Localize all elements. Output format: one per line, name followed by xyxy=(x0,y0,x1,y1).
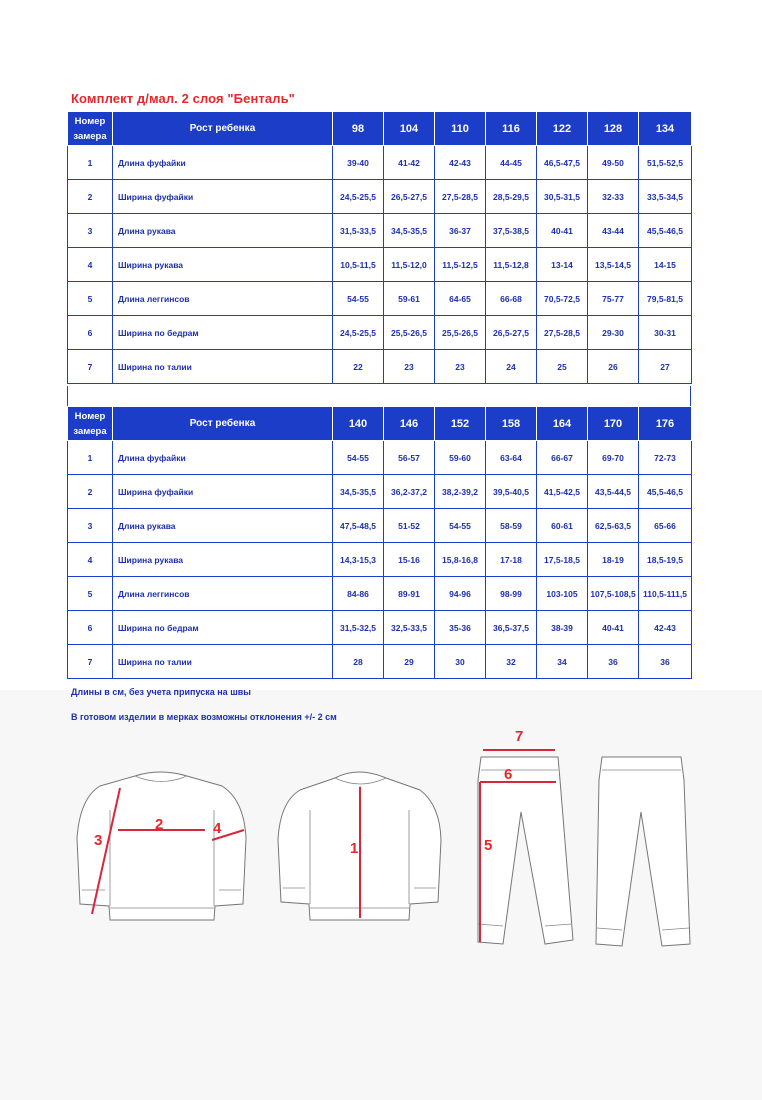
value-cell: 17,5-18,5 xyxy=(537,543,588,577)
value-cell: 34,5-35,5 xyxy=(333,475,384,509)
value-cell: 24,5-25,5 xyxy=(333,180,384,214)
garment-diagrams xyxy=(0,690,762,990)
value-cell: 45,5-46,5 xyxy=(639,214,692,248)
value-cell: 64-65 xyxy=(435,282,486,316)
note-units: Длины в см, без учета припуска на швы xyxy=(71,687,251,697)
measure-name-cell: Ширина по талии xyxy=(113,645,333,679)
table-row xyxy=(68,248,692,282)
measure-name-cell: Ширина рукава xyxy=(113,248,333,282)
value-cell: 37,5-38,5 xyxy=(486,214,537,248)
value-cell: 60-61 xyxy=(537,509,588,543)
measure-number-cell: 6 xyxy=(68,611,113,645)
table-row xyxy=(68,180,692,214)
value-cell: 110,5-111,5 xyxy=(639,577,692,611)
measure-name-cell: Ширина фуфайки xyxy=(113,180,333,214)
measure-number-cell: 3 xyxy=(68,509,113,543)
table-row xyxy=(68,509,692,543)
table-row xyxy=(68,611,692,645)
value-cell: 30-31 xyxy=(639,316,692,350)
table-spacer xyxy=(67,386,691,406)
measure-number-cell: 6 xyxy=(68,316,113,350)
measure-number-cell: 1 xyxy=(68,441,113,475)
value-cell: 33,5-34,5 xyxy=(639,180,692,214)
value-cell: 79,5-81,5 xyxy=(639,282,692,316)
value-cell: 34,5-35,5 xyxy=(384,214,435,248)
measure-number-cell: 4 xyxy=(68,543,113,577)
value-cell: 41,5-42,5 xyxy=(537,475,588,509)
table-row xyxy=(68,146,692,180)
size-header: 170 xyxy=(588,407,639,441)
size-header: 110 xyxy=(435,112,486,146)
size-header: 140 xyxy=(333,407,384,441)
value-cell: 29-30 xyxy=(588,316,639,350)
value-cell: 23 xyxy=(435,350,486,384)
value-cell: 51-52 xyxy=(384,509,435,543)
value-cell: 26,5-27,5 xyxy=(486,316,537,350)
value-cell: 36 xyxy=(639,645,692,679)
table-row xyxy=(68,441,692,475)
value-cell: 103-105 xyxy=(537,577,588,611)
measure-number-cell: 7 xyxy=(68,645,113,679)
size-table-1 xyxy=(67,111,692,384)
note-deviation: В готовом изделии в мерках возможны отклонения +/- 2 см xyxy=(71,712,337,722)
value-cell: 44-45 xyxy=(486,146,537,180)
measure-number-cell: 5 xyxy=(68,282,113,316)
value-cell: 34 xyxy=(537,645,588,679)
page-title: Комплект д/мал. 2 слоя "Бенталь" xyxy=(71,91,295,106)
value-cell: 31,5-32,5 xyxy=(333,611,384,645)
value-cell: 25 xyxy=(537,350,588,384)
size-header: 122 xyxy=(537,112,588,146)
value-cell: 46,5-47,5 xyxy=(537,146,588,180)
value-cell: 75-77 xyxy=(588,282,639,316)
value-cell: 39,5-40,5 xyxy=(486,475,537,509)
table-row xyxy=(68,543,692,577)
value-cell: 25,5-26,5 xyxy=(384,316,435,350)
measure-number-header: Номер замера xyxy=(68,112,113,146)
value-cell: 49-50 xyxy=(588,146,639,180)
value-cell: 36 xyxy=(588,645,639,679)
label-sleeve-width: 4 xyxy=(213,820,222,837)
size-header: 116 xyxy=(486,112,537,146)
label-leggings-length: 5 xyxy=(484,837,493,854)
value-cell: 15,8-16,8 xyxy=(435,543,486,577)
value-cell: 107,5-108,5 xyxy=(588,577,639,611)
leggings-back-illustration xyxy=(596,757,690,946)
value-cell: 58-59 xyxy=(486,509,537,543)
label-hip-width: 6 xyxy=(504,766,513,783)
value-cell: 94-96 xyxy=(435,577,486,611)
size-header: 104 xyxy=(384,112,435,146)
measure-number-cell: 5 xyxy=(68,577,113,611)
measure-name-cell: Ширина рукава xyxy=(113,543,333,577)
value-cell: 70,5-72,5 xyxy=(537,282,588,316)
size-header: 146 xyxy=(384,407,435,441)
table-row xyxy=(68,475,692,509)
measure-name-cell: Ширина фуфайки xyxy=(113,475,333,509)
value-cell: 59-61 xyxy=(384,282,435,316)
table-row xyxy=(68,214,692,248)
value-cell: 69-70 xyxy=(588,441,639,475)
growth-header: Рост ребенка xyxy=(113,407,333,441)
table-row xyxy=(68,316,692,350)
value-cell: 63-64 xyxy=(486,441,537,475)
size-table-2 xyxy=(67,406,692,679)
label-waist-width: 7 xyxy=(515,728,524,745)
size-header: 128 xyxy=(588,112,639,146)
value-cell: 13-14 xyxy=(537,248,588,282)
value-cell: 23 xyxy=(384,350,435,384)
size-header: 98 xyxy=(333,112,384,146)
measure-number-header: Номер замера xyxy=(68,407,113,441)
growth-header: Рост ребенка xyxy=(113,112,333,146)
value-cell: 26,5-27,5 xyxy=(384,180,435,214)
value-cell: 30 xyxy=(435,645,486,679)
value-cell: 32,5-33,5 xyxy=(384,611,435,645)
value-cell: 36-37 xyxy=(435,214,486,248)
value-cell: 28 xyxy=(333,645,384,679)
measure-number-cell: 7 xyxy=(68,350,113,384)
value-cell: 10,5-11,5 xyxy=(333,248,384,282)
measure-name-cell: Ширина по талии xyxy=(113,350,333,384)
measure-number-cell: 2 xyxy=(68,475,113,509)
value-cell: 66-68 xyxy=(486,282,537,316)
label-sleeve-length: 3 xyxy=(94,832,103,849)
value-cell: 89-91 xyxy=(384,577,435,611)
table-header-row xyxy=(68,112,692,146)
value-cell: 54-55 xyxy=(333,282,384,316)
measure-number-cell: 2 xyxy=(68,180,113,214)
value-cell: 84-86 xyxy=(333,577,384,611)
measure-number-cell: 3 xyxy=(68,214,113,248)
value-cell: 62,5-63,5 xyxy=(588,509,639,543)
measure-name-cell: Длина фуфайки xyxy=(113,146,333,180)
value-cell: 13,5-14,5 xyxy=(588,248,639,282)
size-header: 164 xyxy=(537,407,588,441)
value-cell: 38-39 xyxy=(537,611,588,645)
value-cell: 40-41 xyxy=(537,214,588,248)
value-cell: 41-42 xyxy=(384,146,435,180)
value-cell: 40-41 xyxy=(588,611,639,645)
value-cell: 56-57 xyxy=(384,441,435,475)
value-cell: 29 xyxy=(384,645,435,679)
value-cell: 22 xyxy=(333,350,384,384)
value-cell: 38,2-39,2 xyxy=(435,475,486,509)
value-cell: 39-40 xyxy=(333,146,384,180)
value-cell: 51,5-52,5 xyxy=(639,146,692,180)
value-cell: 54-55 xyxy=(333,441,384,475)
value-cell: 32 xyxy=(486,645,537,679)
value-cell: 26 xyxy=(588,350,639,384)
value-cell: 11,5-12,0 xyxy=(384,248,435,282)
table-row xyxy=(68,282,692,316)
value-cell: 15-16 xyxy=(384,543,435,577)
value-cell: 24,5-25,5 xyxy=(333,316,384,350)
table-row xyxy=(68,645,692,679)
value-cell: 17-18 xyxy=(486,543,537,577)
table-row xyxy=(68,350,692,384)
value-cell: 66-67 xyxy=(537,441,588,475)
value-cell: 72-73 xyxy=(639,441,692,475)
value-cell: 43-44 xyxy=(588,214,639,248)
measure-name-cell: Длина леггинсов xyxy=(113,577,333,611)
shirt-back-illustration xyxy=(77,772,246,920)
label-shirt-width: 2 xyxy=(155,816,164,833)
measure-name-cell: Ширина по бедрам xyxy=(113,611,333,645)
measure-name-cell: Длина фуфайки xyxy=(113,441,333,475)
value-cell: 42-43 xyxy=(435,146,486,180)
value-cell: 32-33 xyxy=(588,180,639,214)
value-cell: 28,5-29,5 xyxy=(486,180,537,214)
size-header: 152 xyxy=(435,407,486,441)
value-cell: 36,2-37,2 xyxy=(384,475,435,509)
size-header: 158 xyxy=(486,407,537,441)
value-cell: 42-43 xyxy=(639,611,692,645)
value-cell: 30,5-31,5 xyxy=(537,180,588,214)
size-header: 176 xyxy=(639,407,692,441)
value-cell: 18-19 xyxy=(588,543,639,577)
value-cell: 27,5-28,5 xyxy=(537,316,588,350)
value-cell: 24 xyxy=(486,350,537,384)
label-shirt-length: 1 xyxy=(350,840,359,857)
value-cell: 59-60 xyxy=(435,441,486,475)
measure-name-cell: Длина рукава xyxy=(113,214,333,248)
value-cell: 45,5-46,5 xyxy=(639,475,692,509)
table-header-row xyxy=(68,407,692,441)
value-cell: 27 xyxy=(639,350,692,384)
value-cell: 98-99 xyxy=(486,577,537,611)
value-cell: 14-15 xyxy=(639,248,692,282)
table-row xyxy=(68,577,692,611)
value-cell: 11,5-12,5 xyxy=(435,248,486,282)
value-cell: 35-36 xyxy=(435,611,486,645)
measure-name-cell: Длина рукава xyxy=(113,509,333,543)
value-cell: 27,5-28,5 xyxy=(435,180,486,214)
value-cell: 25,5-26,5 xyxy=(435,316,486,350)
value-cell: 47,5-48,5 xyxy=(333,509,384,543)
value-cell: 54-55 xyxy=(435,509,486,543)
value-cell: 18,5-19,5 xyxy=(639,543,692,577)
measure-name-cell: Длина леггинсов xyxy=(113,282,333,316)
value-cell: 14,3-15,3 xyxy=(333,543,384,577)
value-cell: 36,5-37,5 xyxy=(486,611,537,645)
measure-number-cell: 1 xyxy=(68,146,113,180)
value-cell: 43,5-44,5 xyxy=(588,475,639,509)
value-cell: 31,5-33,5 xyxy=(333,214,384,248)
measure-number-cell: 4 xyxy=(68,248,113,282)
measure-name-cell: Ширина по бедрам xyxy=(113,316,333,350)
size-header: 134 xyxy=(639,112,692,146)
value-cell: 65-66 xyxy=(639,509,692,543)
value-cell: 11,5-12,8 xyxy=(486,248,537,282)
